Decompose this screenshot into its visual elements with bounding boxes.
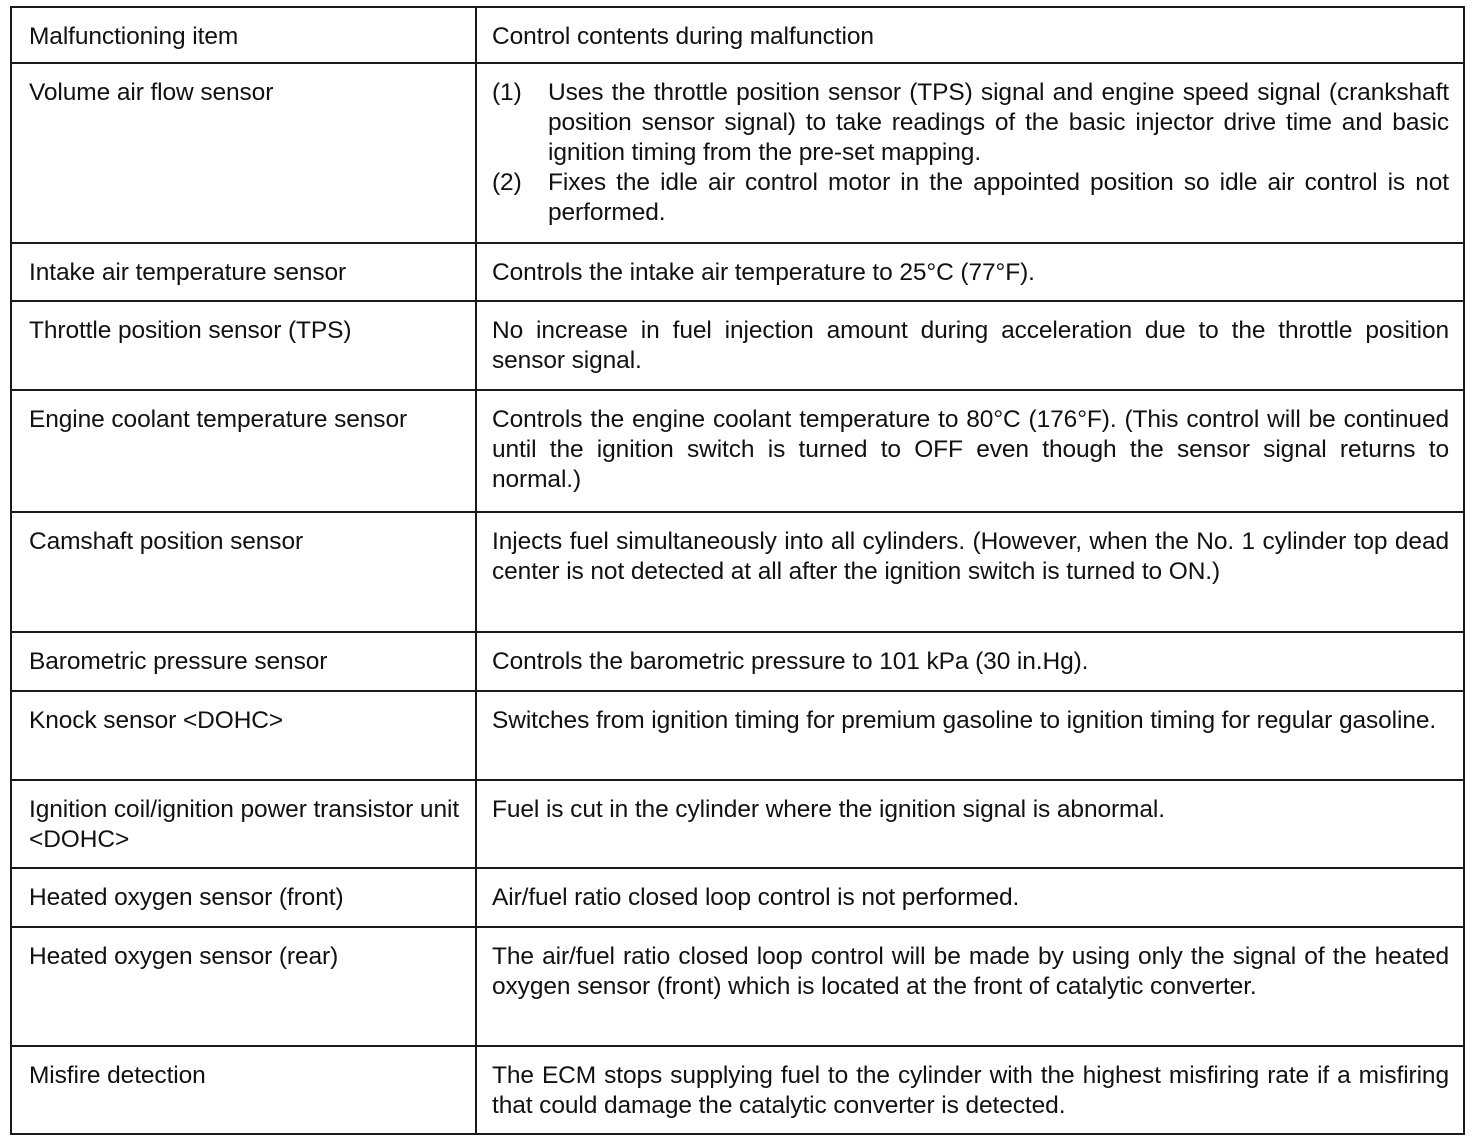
row-contents: Controls the intake air temperature to 25°C (77°F).: [476, 243, 1464, 301]
table-row: [11, 868, 1464, 927]
table-row: [11, 1046, 1464, 1134]
malfunction-control-table: [10, 6, 1465, 1135]
row-item: Volume air flow sensor: [11, 63, 476, 243]
row-item: Misfire detection: [11, 1046, 476, 1134]
table-row: [11, 632, 1464, 691]
table-row: [11, 512, 1464, 632]
row-item: Heated oxygen sensor (rear): [11, 927, 476, 1046]
row-contents: Switches from ignition timing for premium gasoline to ignition timing for regular gasoline.: [476, 691, 1464, 780]
row-item: Barometric pressure sensor: [11, 632, 476, 691]
row-contents: No increase in fuel injection amount during acceleration due to the throttle position sensor signal.: [476, 301, 1464, 390]
row-contents: Controls the engine coolant temperature to 80°C (176°F). (This control will be continued until the ignition switch is turned to OFF even though the sensor signal returns to normal.): [476, 390, 1464, 512]
table-row: [11, 927, 1464, 1046]
table-row: [11, 780, 1464, 868]
row-item: Knock sensor <DOHC>: [11, 691, 476, 780]
table-row: [11, 63, 1464, 243]
header-control-contents: Control contents during malfunction: [476, 7, 1464, 63]
row-contents: Controls the barometric pressure to 101 kPa (30 in.Hg).: [476, 632, 1464, 691]
row-contents: The air/fuel ratio closed loop control will be made by using only the signal of the heated oxygen sensor (front) which is located at the front of catalytic converter.: [476, 927, 1464, 1046]
step-text: Fixes the idle air control motor in the appointed position so idle air control is not performed.: [548, 169, 1449, 226]
row-contents: Fuel is cut in the cylinder where the ignition signal is abnormal.: [476, 780, 1464, 868]
row-contents: The ECM stops supplying fuel to the cylinder with the highest misfiring rate if a misfiring that could damage the catalytic converter is detected.: [476, 1046, 1464, 1134]
step-text: Uses the throttle position sensor (TPS) signal and engine speed signal (crankshaft position sensor signal) to take readings of the basic injector drive time and basic ignition timing from the pre-set mapping.: [548, 79, 1449, 166]
table-row: [11, 301, 1464, 390]
step-number: (1): [492, 79, 522, 106]
row-item: Throttle position sensor (TPS): [11, 301, 476, 390]
table-row: [11, 691, 1464, 780]
step-number: (2): [492, 169, 522, 196]
table-row: [11, 390, 1464, 512]
row-contents: Injects fuel simultaneously into all cylinders. (However, when the No. 1 cylinder top dead center is not detected at all after the ignition switch is turned to ON.): [476, 512, 1464, 632]
row-contents: Air/fuel ratio closed loop control is not performed.: [476, 868, 1464, 927]
row-item: Heated oxygen sensor (front): [11, 868, 476, 927]
list-item: [492, 78, 1449, 168]
row-item: Intake air temperature sensor: [11, 243, 476, 301]
table-header-row: [11, 7, 1464, 63]
row-contents: [476, 63, 1464, 243]
list-item: [492, 168, 1449, 228]
steps-list: [492, 78, 1449, 228]
row-item: Engine coolant temperature sensor: [11, 390, 476, 512]
row-item: Camshaft position sensor: [11, 512, 476, 632]
row-item: Ignition coil/ignition power transistor unit <DOHC>: [11, 780, 476, 868]
header-malfunctioning-item: Malfunctioning item: [11, 7, 476, 63]
table-row: [11, 243, 1464, 301]
